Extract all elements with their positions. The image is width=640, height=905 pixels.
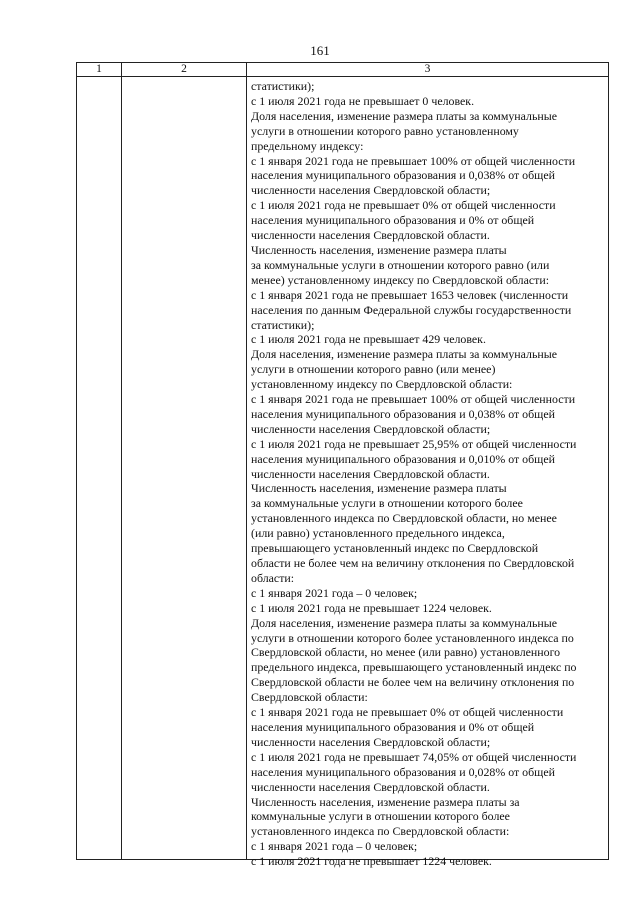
text-line: с 1 января 2021 года не превышает 1653 человек (численности (251, 287, 569, 302)
column-divider-1 (121, 63, 122, 859)
text-line: с 1 января 2021 года – 0 человек; (251, 839, 418, 854)
text-line: с 1 июля 2021 года не превышает 0 человек. (251, 93, 475, 108)
text-line: предельному индексу: (251, 138, 364, 153)
text-line: предельного индекса, превышающего установленный индекс по (251, 660, 577, 675)
text-line: населения муниципального образования и 0,028% от общей (251, 764, 555, 779)
text-line: Доля населения, изменение размера платы за коммунальные (251, 615, 558, 630)
text-line: области не более чем на величину отклонения по Свердловской (251, 556, 575, 570)
text-line: Доля населения, изменение размера платы за коммунальные (251, 347, 558, 362)
text-line: с 1 января 2021 года не превышает 0% от общей численности (251, 705, 564, 720)
text-line: населения по данным Федеральной службы государственности (251, 302, 572, 317)
text-line: с 1 июля 2021 года не превышает 1224 человек. (251, 854, 492, 869)
text-line: численности населения Свердловской области; (251, 734, 491, 749)
text-line: населения муниципального образования и 0,010% от общей (251, 451, 555, 466)
text-line: превышающего установленный индекс по Свердловской (251, 541, 539, 556)
text-line: с 1 июля 2021 года не превышает 1224 человек. (251, 600, 492, 615)
text-line: области: (251, 570, 295, 585)
text-line: коммунальные услуги в отношении которого более (251, 809, 510, 824)
text-line: Доля населения, изменение размера платы за коммунальные (251, 108, 558, 123)
text-line: Свердловской области, но менее (или равно) установленного (251, 645, 561, 660)
text-line: численности населения Свердловской области. (251, 228, 490, 243)
text-line: статистики); (251, 317, 315, 332)
column-3-text (247, 77, 608, 869)
header-col-2: 2 (181, 63, 187, 75)
text-line: с 1 июля 2021 года не превышает 74,05% от общей численности (251, 749, 577, 764)
text-line: услуги в отношении которого равно (или менее) (251, 362, 496, 377)
text-line: численности населения Свердловской области. (251, 779, 490, 794)
text-line: статистики); (251, 79, 315, 93)
document-table (76, 62, 609, 869)
text-line: Численность населения, изменение размера платы (251, 481, 507, 496)
text-line: менее) установленному индексу по Свердловской области: (251, 272, 550, 287)
text-line: услуги в отношении которого более установленного индекса по (251, 630, 574, 645)
text-line: с 1 января 2021 года не превышает 100% от общей численности (251, 153, 576, 168)
text-line: за коммунальные услуги в отношении которого равно (или (251, 257, 550, 272)
page-number: 161 (310, 43, 330, 58)
text-line: населения муниципального образования и 0,038% от общей (251, 406, 555, 421)
text-line: установленному индексу по Свердловской области: (251, 377, 513, 392)
text-line: Свердловской области не более чем на величину отклонения по (251, 675, 575, 690)
text-line: населения муниципального образования и 0,038% от общей (251, 168, 555, 183)
header-col-3: 3 (424, 63, 431, 75)
header-col-1: 1 (96, 63, 102, 75)
text-line: населения муниципального образования и 0% от общей (251, 213, 535, 228)
text-line: (или равно) установленного предельного индекса, (251, 526, 505, 541)
text-line: с 1 июля 2021 года не превышает 25,95% от общей численности (251, 436, 577, 451)
text-line: Численность населения, изменение размера платы (251, 242, 507, 257)
text-line: с 1 января 2021 года не превышает 100% от общей численности (251, 392, 576, 407)
text-line: установленного индекса по Свердловской области: (251, 824, 510, 839)
text-line: с 1 января 2021 года – 0 человек; (251, 585, 418, 600)
text-line: услуги в отношении которого равно установленному (251, 123, 519, 138)
text-line: Численность населения, изменение размера платы за (251, 794, 520, 809)
text-line: за коммунальные услуги в отношении которого более (251, 496, 523, 511)
text-line: с 1 июля 2021 года не превышает 0% от общей численности (251, 198, 556, 213)
text-line: населения муниципального образования и 0% от общей (251, 719, 535, 734)
text-line: Свердловской области: (251, 690, 368, 705)
text-line: численности населения Свердловской области; (251, 421, 491, 436)
text-line: с 1 июля 2021 года не превышает 429 человек. (251, 332, 486, 347)
text-line: установленного индекса по Свердловской области, но менее (251, 511, 557, 526)
text-line: численности населения Свердловской области. (251, 466, 490, 481)
text-line: численности населения Свердловской области; (251, 183, 491, 198)
